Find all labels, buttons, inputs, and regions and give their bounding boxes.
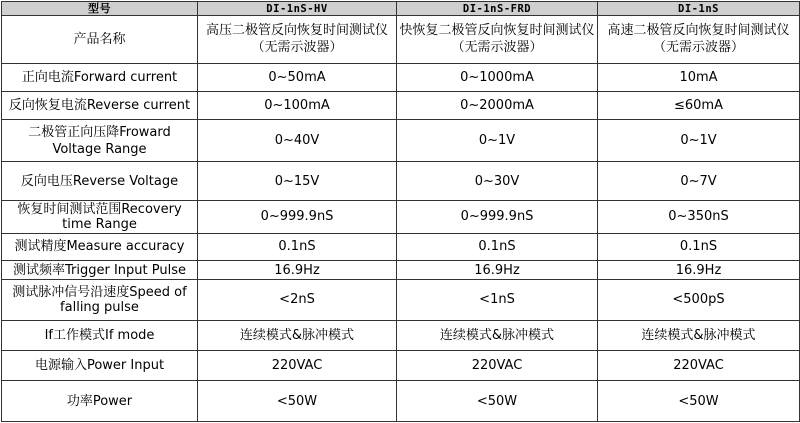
table-cell: 0~7V <box>598 161 800 200</box>
table-cell: 220VAC <box>198 351 397 381</box>
table-row-recovery-time-range <box>2 201 800 233</box>
row-label: If工作模式If mode <box>2 320 198 350</box>
row-label: 电源输入Power Input <box>2 351 198 381</box>
table-cell: 0.1nS <box>397 233 598 260</box>
table-row-forward-current <box>2 63 800 91</box>
row-label: 功率Power <box>2 381 198 422</box>
table-cell: 0.1nS <box>198 233 397 260</box>
row-label: 反向恢复电流Reverse current <box>2 91 198 119</box>
spec-comparison-table <box>1 1 800 422</box>
header-row <box>2 2 800 16</box>
table-cell: <50W <box>598 381 800 422</box>
table-cell: <50W <box>397 381 598 422</box>
table-cell: 连续模式&脉冲模式 <box>598 320 800 350</box>
table-cell: 0~999.9nS <box>198 201 397 233</box>
table-cell: 0~2000mA <box>397 91 598 119</box>
table-row-reverse-voltage <box>2 161 800 200</box>
table-cell: 0~999.9nS <box>397 201 598 233</box>
table-cell: 连续模式&脉冲模式 <box>397 320 598 350</box>
table-cell: 高压二极管反向恢复时间测试仪（无需示波器） <box>198 16 397 64</box>
table-cell: 220VAC <box>598 351 800 381</box>
row-label: 产品名称 <box>2 16 198 64</box>
row-label: 反向电压Reverse Voltage <box>2 161 198 200</box>
table-cell: <50W <box>198 381 397 422</box>
table-cell: ≤60mA <box>598 91 800 119</box>
header-model-hv: DI-1nS-HV <box>198 2 397 16</box>
table-row-power-input <box>2 351 800 381</box>
table-cell: 0.1nS <box>598 233 800 260</box>
table-cell: 0~15V <box>198 161 397 200</box>
table-cell: 0~50mA <box>198 63 397 91</box>
table-cell: <1nS <box>397 280 598 320</box>
table-cell: 0~1000mA <box>397 63 598 91</box>
row-label: 测试精度Measure accuracy <box>2 233 198 260</box>
header-model-frd: DI-1nS-FRD <box>397 2 598 16</box>
table-row-pulse-speed <box>2 280 800 320</box>
table-row-product-name <box>2 16 800 64</box>
row-label: 二极管正向压降Froward Voltage Range <box>2 120 198 162</box>
table-cell: 0~30V <box>397 161 598 200</box>
table-cell: <2nS <box>198 280 397 320</box>
table-cell: 0~100mA <box>198 91 397 119</box>
table-cell: 高速二极管反向恢复时间测试仪（无需示波器） <box>598 16 800 64</box>
table-cell: 16.9Hz <box>198 260 397 279</box>
table-cell: 0~1V <box>397 120 598 162</box>
table-cell: <500pS <box>598 280 800 320</box>
table-row-measure-accuracy <box>2 233 800 260</box>
table-cell: 快恢复二极管反向恢复时间测试仪（无需示波器） <box>397 16 598 64</box>
row-label: 测试脉冲信号沿速度Speed of falling pulse <box>2 280 198 320</box>
row-label: 正向电流Forward current <box>2 63 198 91</box>
table-row-reverse-current <box>2 91 800 119</box>
table-row-power <box>2 381 800 422</box>
table-row-trigger-pulse <box>2 260 800 279</box>
table-cell: 10mA <box>598 63 800 91</box>
table-cell: 0~40V <box>198 120 397 162</box>
header-type-label: 型号 <box>2 2 198 16</box>
table-cell: 0~350nS <box>598 201 800 233</box>
table-cell: 16.9Hz <box>598 260 800 279</box>
table-cell: 连续模式&脉冲模式 <box>198 320 397 350</box>
row-label: 恢复时间测试范围Recovery time Range <box>2 201 198 233</box>
row-label: 测试频率Trigger Input Pulse <box>2 260 198 279</box>
header-model-standard: DI-1nS <box>598 2 800 16</box>
table-row-forward-voltage <box>2 120 800 162</box>
table-cell: 0~1V <box>598 120 800 162</box>
table-cell: 16.9Hz <box>397 260 598 279</box>
table-row-if-mode <box>2 320 800 350</box>
table-cell: 220VAC <box>397 351 598 381</box>
